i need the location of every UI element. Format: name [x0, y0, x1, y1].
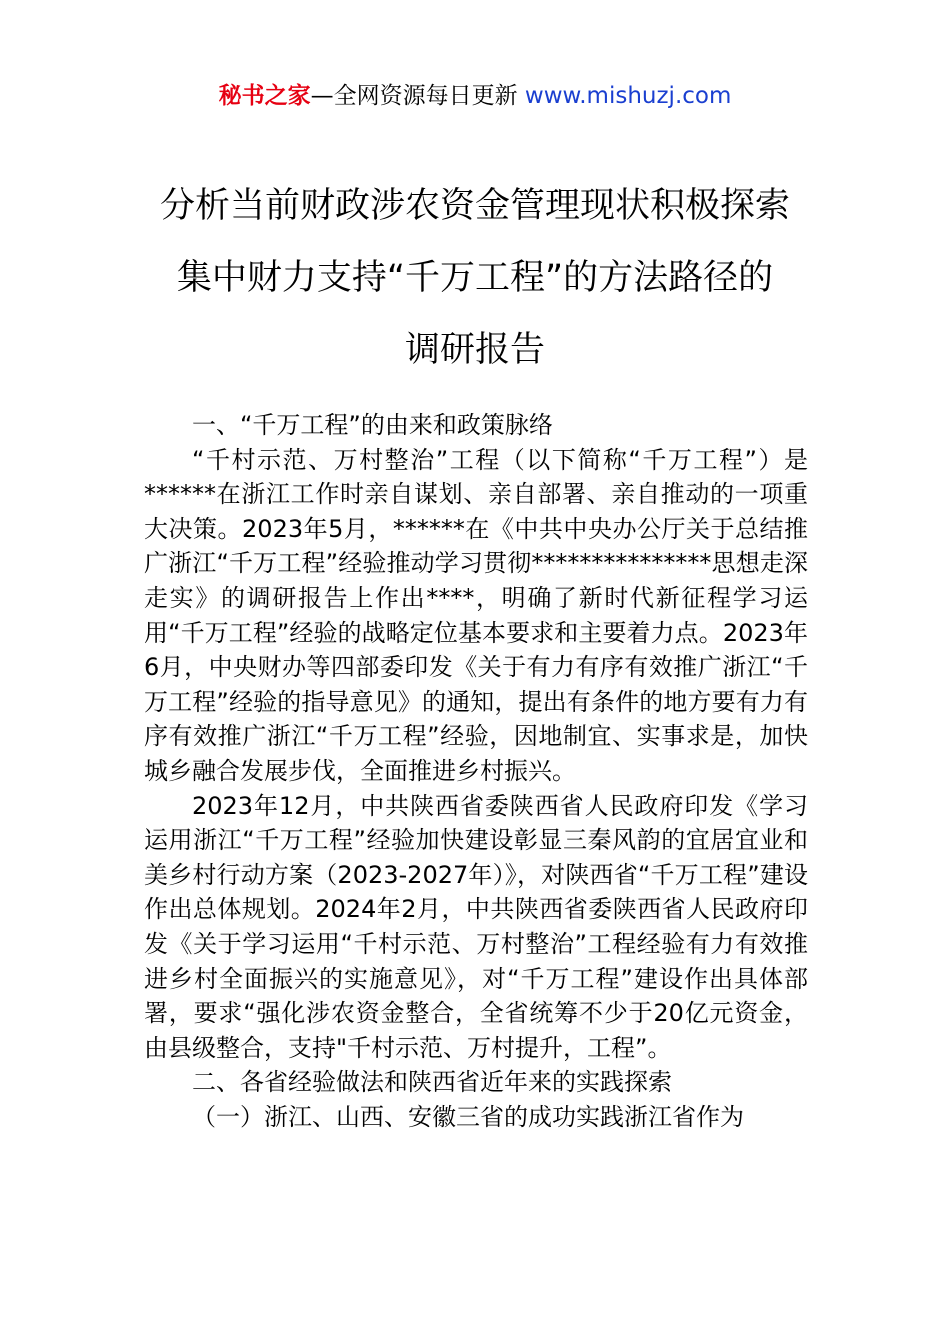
banner-tagline: —全网资源每日更新 [310, 83, 525, 109]
document-title [100, 170, 850, 386]
paragraph-3: （一）浙江、山西、安徽三省的成功实践浙江省作为 [192, 1102, 744, 1131]
title-line-1: 分析当前财政涉农资金管理现状积极探索 [159, 186, 790, 226]
paragraph-1: “千村示范、万村整治”工程（以下简称“千万工程”）是******在浙江工作时亲自谋划、亲自部署、亲自推动的一项重大决策。2023年5月，******在《中共中央办公厅关于总结推广浙江“千万工程”经验推动学习贯彻***************思想走深走实》的调研报告上作出****，明确了新时代新征程学习运用“千万工程”经验的战略定位基本要求和主要着力点。2023年6月，中央财办等四部委印发《关于有力有序有效推广浙江“千万工程”经验的指导意见》的通知，提出有条件的地方要有力有序有效推广浙江“千万工程”经验，因地制宜、实事求是，加快城乡融合发展步伐，全面推进乡村振兴。 [144, 445, 808, 785]
section-heading-2: 二、各省经验做法和陕西省近年来的实践探索 [192, 1068, 672, 1097]
title-line-2: 集中财力支持“千万工程”的方法路径的 [176, 258, 774, 298]
site-banner [0, 80, 950, 112]
document-body [144, 408, 808, 1134]
paragraph-2: 2023年12月，中共陕西省委陕西省人民政府印发《学习运用浙江“千万工程”经验加快建设彰显三秦风韵的宜居宜业和美乡村行动方案（2023-2027年）》，对陕西省“千万工程”建设作出总体规划。2024年2月，中共陕西省委陕西省人民政府印发《关于学习运用“千村示范、万村整治”工程经验有力有效推进乡村全面振兴的实施意见》，对“千万工程”建设作出具体部署，要求“强化涉农资金整合，全省统筹不少于20亿元资金，由县级整合，支持"千村示范、万村提升，工程”。 [144, 791, 808, 1062]
section-heading-1: 一、“千万工程”的由来和政策脉络 [192, 411, 553, 439]
title-line-3: 调研报告 [404, 330, 545, 370]
banner-brand: 秘书之家 [218, 83, 311, 109]
banner-url-link[interactable]: www.mishuzj.com [524, 83, 732, 109]
